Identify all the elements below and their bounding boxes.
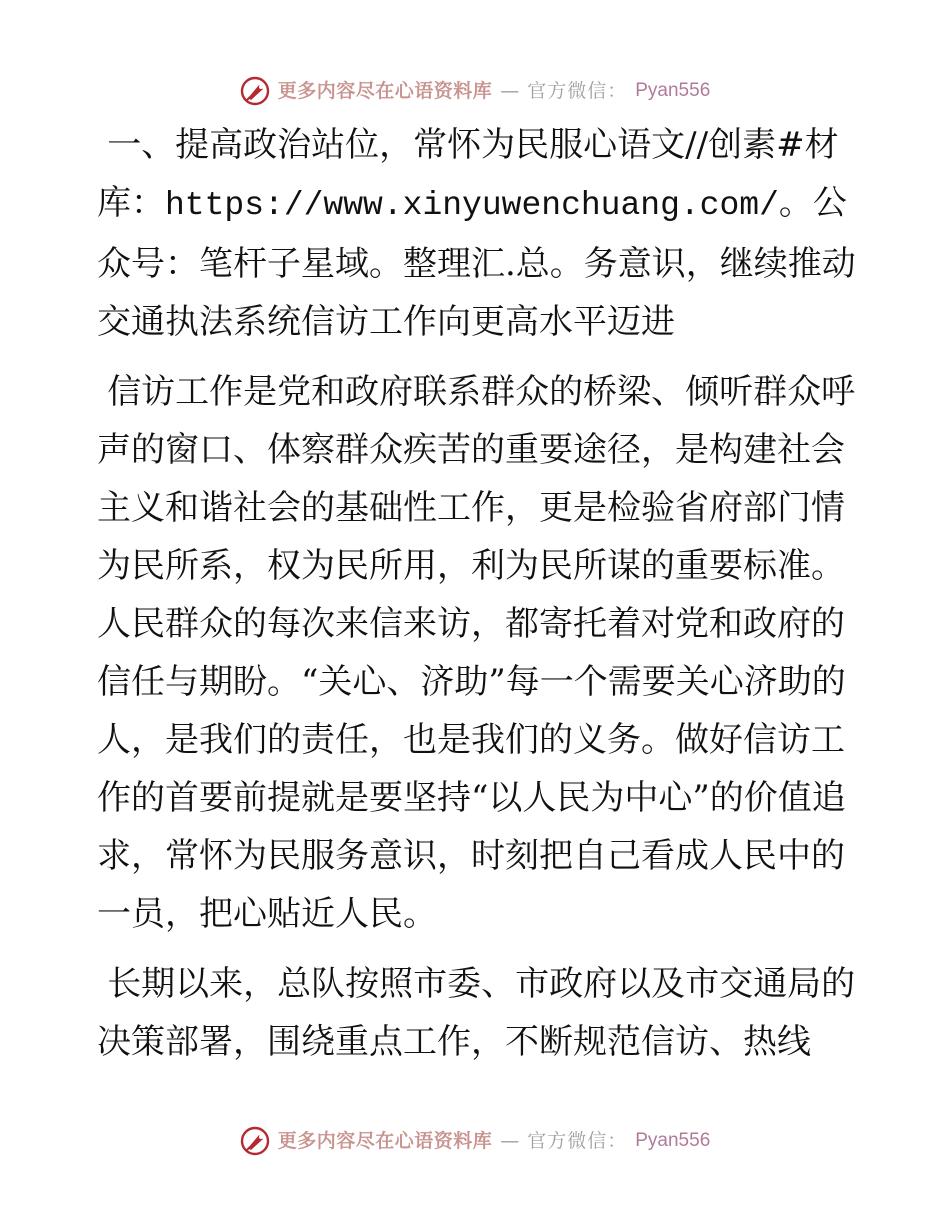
paragraph-1: 信访工作是党和政府联系群众的桥梁、倾听群众呼声的窗口、体察群众疾苦的重要途径，是构建社会主义和谐社会的基础性工作，更是检验省府部门情为民所系，权为民所用，利为民所谋的重要标准。人民群众的每次来信来访，都寄托着对党和政府的信任与期盼。“关心、济助”每一个需要关心济助的人，是我们的责任，也是我们的义务。做好信访工作的首要前提就是要坚持“以人民为中心”的价值追求，常怀为民服务意识，时刻把自己看成人民中的一员，把心贴近人民。 bbox=[97, 372, 856, 934]
watermark-dash: — bbox=[500, 1130, 520, 1152]
heading-text-part1: 一、提高政治站位，常怀为民服心语文//创素#材库： bbox=[97, 125, 839, 223]
red-pen-nib-logo-icon bbox=[240, 1126, 270, 1156]
red-pen-nib-logo-icon bbox=[240, 76, 270, 106]
watermark-wechat-label: 官方微信： bbox=[527, 80, 628, 102]
watermark-wechat-label: 官方微信： bbox=[527, 1130, 628, 1152]
paragraph-2: 长期以来，总队按照市委、市政府以及市交通局的决策部署，围绕重点工作，不断规范信访、热线 bbox=[97, 964, 856, 1062]
footer-watermark-banner bbox=[0, 1126, 950, 1156]
section-heading bbox=[97, 116, 857, 351]
watermark-wechat-id: Pyan556 bbox=[635, 80, 711, 101]
watermark-text: 更多内容尽在心语资料库 bbox=[277, 1130, 493, 1152]
watermark-wechat-id: Pyan556 bbox=[635, 1130, 711, 1151]
heading-text-part2: 。公众号：笔杆子星域。整理汇.总。务意识，继续推动交通执法系统信访工作向更高水平迈进 bbox=[97, 183, 856, 342]
watermark-text: 更多内容尽在心语资料库 bbox=[277, 80, 493, 102]
heading-url: https://www.xinyuwenchuang.com/ bbox=[165, 187, 779, 224]
watermark-dash: — bbox=[500, 80, 520, 102]
document-body bbox=[97, 116, 857, 1083]
header-watermark-banner bbox=[0, 76, 950, 106]
